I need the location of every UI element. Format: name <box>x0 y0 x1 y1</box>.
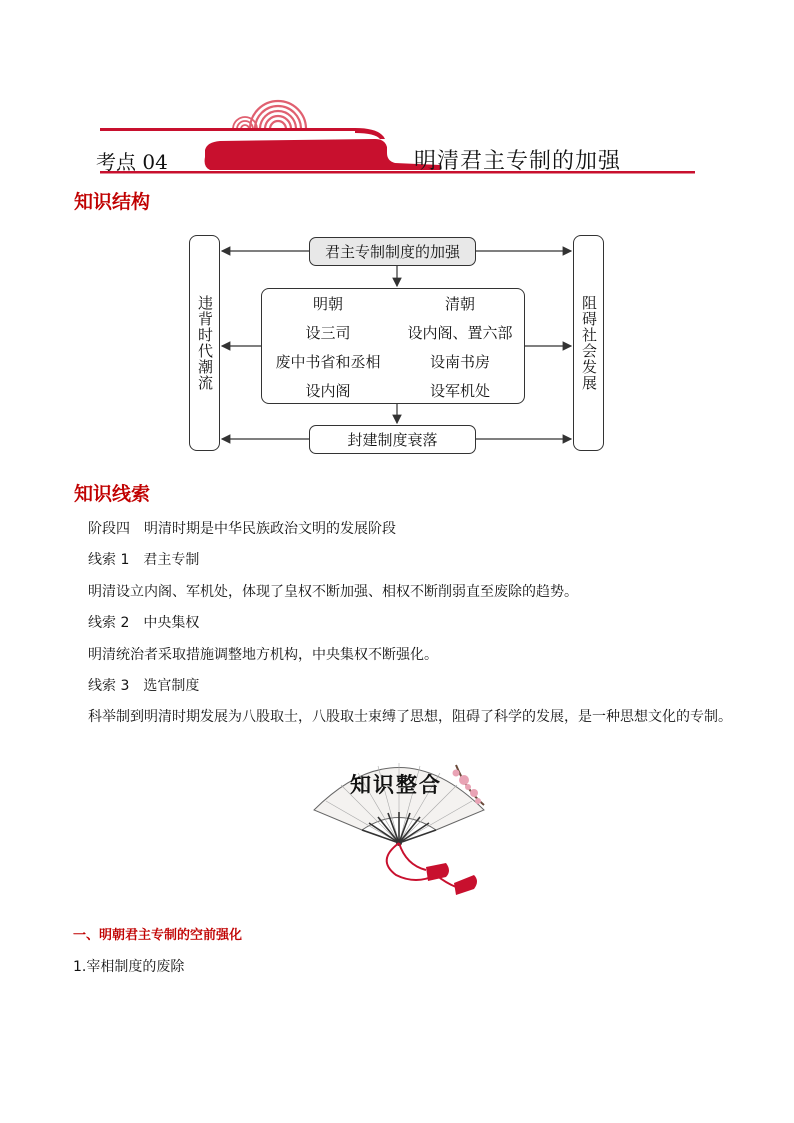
topic-title: 明清君主专制的加强 <box>414 149 622 174</box>
grid-cell: 设军机处 <box>429 382 490 400</box>
grid-cell: 清朝 <box>444 295 475 313</box>
grid-cell: 设内阁、置六部 <box>407 324 513 342</box>
clue2-text: 明清统治者采取措施调整地方机构，中央集权不断强化。 <box>88 647 438 663</box>
grid-cell: 设内阁 <box>305 382 351 400</box>
diagram-right-box: 阻碍社会发展 <box>573 235 604 451</box>
diagram-grid <box>261 288 525 404</box>
concentric-arcs-icon <box>233 101 306 129</box>
clue-stage: 阶段四 明清时期是中华民族政治文明的发展阶段 <box>88 521 396 537</box>
clue3-text: 科举制到明清时期发展为八股取士，八股取士束缚了思想，阻碍了科学的发展，是一种思想文化的专制。 <box>88 709 732 725</box>
grid-cell: 设三司 <box>305 324 351 342</box>
clue2-title: 线索 2 中央集权 <box>88 615 200 631</box>
section-heading-structure: 知识结构 <box>74 191 151 213</box>
fan-illustration <box>306 735 492 903</box>
clue1-title: 线索 1 君主专制 <box>88 552 200 568</box>
clue1-text: 明清设立内阁、军机处，体现了皇权不断加强、相权不断削弱直至废除的趋势。 <box>88 584 578 600</box>
fan-caption: 知识整合 <box>350 772 442 797</box>
section-heading-clues: 知识线索 <box>74 483 151 505</box>
clue3-title: 线索 3 选官制度 <box>88 678 200 694</box>
integration-item-1: 1.宰相制度的废除 <box>73 959 185 975</box>
integration-heading: 一、明朝君主专制的空前强化 <box>73 928 243 943</box>
folding-fan-icon <box>306 735 492 903</box>
grid-cell: 明朝 <box>312 295 343 313</box>
grid-cell: 废中书省和丞相 <box>275 353 381 371</box>
diagram-bottom-box: 封建制度衰落 <box>309 425 476 454</box>
grid-cell: 设南书房 <box>429 353 490 371</box>
topic-label: 考点 04 <box>96 150 168 174</box>
diagram-left-box: 违背时代潮流 <box>189 235 220 451</box>
diagram-top-box: 君主专制制度的加强 <box>309 237 476 266</box>
